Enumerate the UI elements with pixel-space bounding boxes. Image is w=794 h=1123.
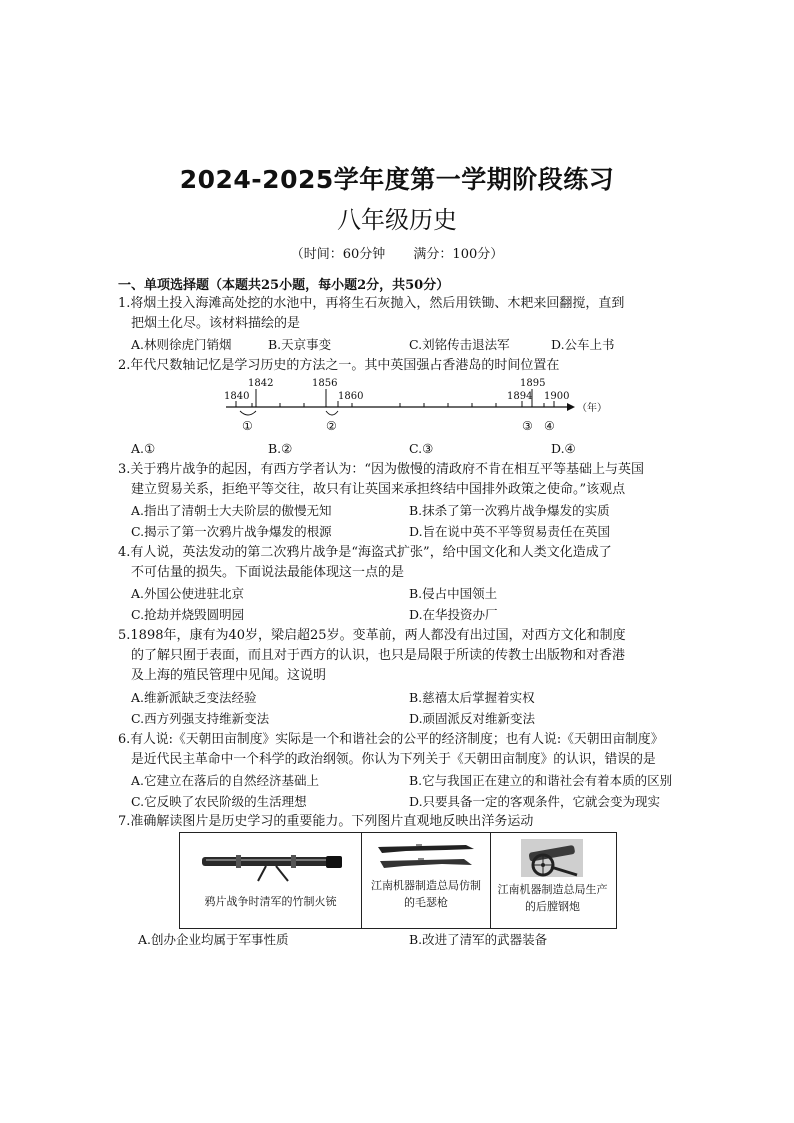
q1-option-b: B.天京事变 <box>268 337 332 352</box>
q1-stem-1: 1.将烟土投入海滩高处挖的水池中，再将生石灰抛入，然后用铁锄、木耙来回翻搅，直到 <box>118 296 625 311</box>
exam-time: （时间：60分钟 <box>290 247 386 262</box>
q4-option-a: A.外国公使进驻北京 <box>131 586 245 601</box>
q5-stem-3: 及上海的殖民管理中见闻。这说明 <box>131 668 327 683</box>
page-title: 2024-2025学年度第一学期阶段练习 <box>179 165 615 194</box>
timeline-diagram <box>222 375 607 435</box>
mark-2: ② <box>326 419 337 433</box>
q1-option-d: D.公车上书 <box>551 337 615 352</box>
q5-option-a: A.维新派缺乏变法经验 <box>131 690 257 705</box>
year-1895: 1895 <box>520 378 546 389</box>
q7-picture-table <box>179 832 617 929</box>
exam-info <box>0 243 794 262</box>
q1-option-c: C.刘铭传击退法军 <box>409 337 510 352</box>
picture-cell-2 <box>362 833 491 928</box>
picture-caption-2: 江南机器制造总局仿制的毛瑟枪 <box>371 879 481 909</box>
q2-option-d: D.④ <box>551 441 576 456</box>
timeline-arrow <box>567 403 575 411</box>
q7-option-b: B.改进了清军的武器装备 <box>409 932 548 947</box>
q5-stem-2: 的了解只囿于表面，而且对于西方的认识，也只是局限于所读的传教士出版物和对香港 <box>131 648 626 663</box>
q6-stem-2: 是近代民主革命中一个科学的政治纲领。你认为下列关于《天朝田亩制度》的认识，错误的是 <box>131 752 656 767</box>
q7-option-a: A.创办企业均属于军事性质 <box>138 932 289 947</box>
q5-option-d: D.顽固派反对维新变法 <box>409 711 536 726</box>
q6-option-a: A.它建立在落后的自然经济基础上 <box>131 773 320 788</box>
picture-caption-3: 江南机器制造总局生产的后膛钢炮 <box>497 883 608 913</box>
q2-option-a: A.① <box>131 441 156 456</box>
q6-option-b: B.它与我国正在建立的和谐社会有着本质的区别 <box>409 773 673 788</box>
q3-stem-1: 3.关于鸦片战争的起因，有西方学者认为：“因为傲慢的清政府不肯在相互平等基础上与英国 <box>118 462 645 477</box>
page-subtitle: 八年级历史 <box>337 206 457 234</box>
q6-option-d: D.只要具备一定的客观条件，它就会变为现实 <box>409 794 661 809</box>
q1-option-a: A.林则徐虎门销烟 <box>131 337 232 352</box>
year-1856: 1856 <box>312 378 338 389</box>
year-1894: 1894 <box>507 391 533 402</box>
mark-4: ④ <box>544 419 555 433</box>
exam-score: 满分：100分） <box>413 247 504 262</box>
section-heading: 一、单项选择题（本题共25小题，每小题2分，共50分） <box>118 278 450 293</box>
q5-stem-1: 5.1898年，康有为40岁，梁启超25岁。变革前，两人都没有出过国，对西方文化和制度 <box>118 628 626 643</box>
q5-option-b: B.慈禧太后掌握着实权 <box>409 690 535 705</box>
q3-option-a: A.指出了清朝士大夫阶层的傲慢无知 <box>131 503 332 518</box>
year-1840: 1840 <box>224 391 250 402</box>
bracket-1 <box>240 411 256 415</box>
q2-option-c: C.③ <box>409 441 434 456</box>
q2-option-b: B.② <box>268 441 293 456</box>
q4-option-d: D.在华投资办厂 <box>409 607 498 622</box>
bamboo-gun-image <box>196 849 346 883</box>
q4-option-c: C.抢劫并烧毁圆明园 <box>131 607 245 622</box>
picture-cell-3 <box>491 833 614 928</box>
q5-option-c: C.西方列强支持维新变法 <box>131 711 270 726</box>
picture-caption-1: 鸦片战争时清军的竹制火铳 <box>204 895 337 908</box>
picture-cell-1 <box>180 833 362 928</box>
mauser-rifle-image <box>376 841 478 873</box>
q3-option-b: B.抹杀了第一次鸦片战争爆发的实质 <box>409 503 610 518</box>
q4-stem-2: 不可估量的损失。下面说法最能体现这一点的是 <box>131 565 405 580</box>
bracket-2 <box>326 411 338 415</box>
year-1860: 1860 <box>338 391 364 402</box>
mark-3: ③ <box>522 419 533 433</box>
mark-1: ① <box>242 419 253 433</box>
q4-option-b: B.侵占中国领土 <box>409 586 498 601</box>
q6-stem-1: 6.有人说:《天朝田亩制度》实际是一个和谐社会的公平的经济制度；也有人说:《天朝田亩制度》 <box>118 732 664 747</box>
q3-option-d: D.旨在说中英不平等贸易责任在英国 <box>409 524 611 539</box>
q6-option-c: C.它反映了农民阶级的生活理想 <box>131 794 307 809</box>
year-1842: 1842 <box>248 378 274 389</box>
timeline-unit: （年） <box>577 403 607 414</box>
year-1900: 1900 <box>544 391 570 402</box>
q1-stem-2: 把烟土化尽。该材料描绘的是 <box>131 316 301 331</box>
cannon-image <box>521 839 583 877</box>
q7-stem-1: 7.准确解读图片是历史学习的重要能力。下列图片直观地反映出洋务运动 <box>118 814 534 829</box>
q4-stem-1: 4.有人说，英法发动的第二次鸦片战争是“海盗式扩张”，给中国文化和人类文化造成了 <box>118 545 612 560</box>
q3-stem-2: 建立贸易关系，拒绝平等交往，故只有让英国来承担终结中国排外政策之使命。”该观点 <box>131 482 626 497</box>
q2-stem-1: 2.年代尺数轴记忆是学习历史的方法之一。其中英国强占香港岛的时间位置在 <box>118 358 560 373</box>
q3-option-c: C.揭示了第一次鸦片战争爆发的根源 <box>131 524 332 539</box>
